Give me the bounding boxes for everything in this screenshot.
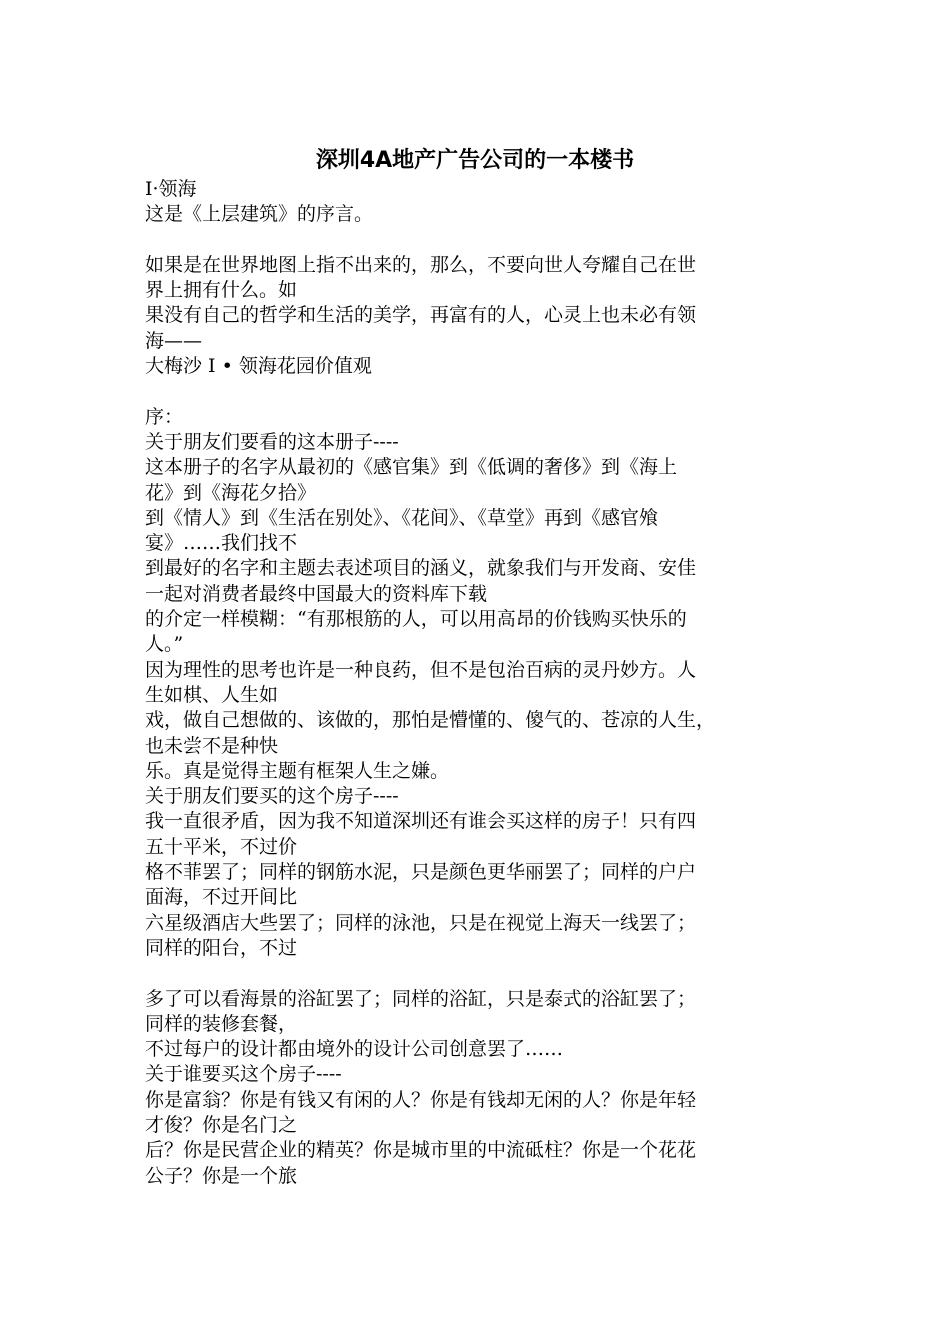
text-line: 大梅沙 I • 领海花园价值观: [145, 355, 372, 378]
document-title: 深圳4A地产广告公司的一本楼书: [315, 148, 635, 173]
text-line: 格不菲罢了；同样的钢筋水泥，只是颜色更华丽罢了；同样的户户: [145, 861, 697, 884]
text-line: 序：: [145, 405, 184, 428]
text-line: 戏，做自己想做的、该做的，那怕是懵懂的、傻气的、苍凉的人生，: [145, 709, 716, 732]
text-line: 才俊？你是名门之: [145, 1113, 298, 1136]
text-line: [145, 961, 810, 986]
text-line: 关于朋友们要看的这本册子----: [145, 430, 399, 453]
text-line: 生如棋、人生如: [145, 683, 279, 706]
text-line: 面海，不过开间比: [145, 886, 298, 909]
text-line: 我一直很矛盾，因为我不知道深圳还有谁会买这样的房子！只有四: [145, 810, 697, 833]
text-line: I·领海: [145, 178, 197, 200]
text-line: 的介定一样模糊：“有那根筋的人，可以用高昂的价钱购买快乐的: [145, 608, 687, 631]
text-line: 这本册子的名字从最初的《感官集》到《低调的奢侈》到《海上: [145, 456, 678, 479]
text-line: 你是富翁？你是有钱又有闲的人？你是有钱却无闲的人？你是年轻: [145, 1088, 697, 1111]
text-line: 后？你是民营企业的精英？你是城市里的中流砥柱？你是一个花花: [145, 1139, 697, 1162]
text-line: 同样的装修套餐，: [145, 1012, 298, 1035]
text-line: 关于谁要买这个房子----: [145, 1063, 342, 1086]
text-line: 到最好的名字和主题去表述项目的涵义，就象我们与开发商、安佳: [145, 557, 697, 580]
document-body: [145, 177, 810, 1189]
text-line: 因为理性的思考也许是一种良药，但不是包治百病的灵丹妙方。人: [145, 658, 697, 681]
text-line: 花》到《海花夕拾》: [145, 481, 317, 504]
text-line: [145, 228, 810, 253]
text-line: 宴》……我们找不: [145, 532, 298, 555]
text-line: [145, 379, 810, 404]
text-line: 六星级酒店大些罢了；同样的泳池，只是在视觉上海天一线罢了；: [145, 911, 697, 934]
text-line: 多了可以看海景的浴缸罢了；同样的浴缸，只是泰式的浴缸罢了；: [145, 987, 697, 1010]
text-line: 也未尝不是种快: [145, 734, 279, 757]
text-line: 果没有自己的哲学和生活的美学，再富有的人，心灵上也未必有领: [145, 304, 697, 327]
text-line: 一起对消费者最终中国最大的资料库下载: [145, 582, 488, 605]
text-line: 乐。真是觉得主题有框架人生之嫌。: [145, 759, 450, 782]
text-line: 同样的阳台，不过: [145, 936, 298, 959]
text-line: 界上拥有什么。如: [145, 279, 298, 302]
text-line: 公子？你是一个旅: [145, 1164, 298, 1187]
text-line: 如果是在世界地图上指不出来的，那么，不要向世人夸耀自己在世: [145, 253, 697, 276]
text-line: 到《情人》到《生活在别处》、《花间》、《草堂》再到《感官飧: [145, 506, 659, 529]
text-line: 关于朋友们要买的这个房子----: [145, 785, 399, 808]
text-line: 人。”: [145, 633, 184, 656]
text-line: 海——: [145, 329, 203, 352]
text-line: 这是《上层建筑》的序言。: [145, 203, 374, 226]
text-line: 五十平米，不过价: [145, 835, 298, 858]
text-line: 不过每户的设计都由境外的设计公司创意罢了……: [145, 1038, 564, 1061]
